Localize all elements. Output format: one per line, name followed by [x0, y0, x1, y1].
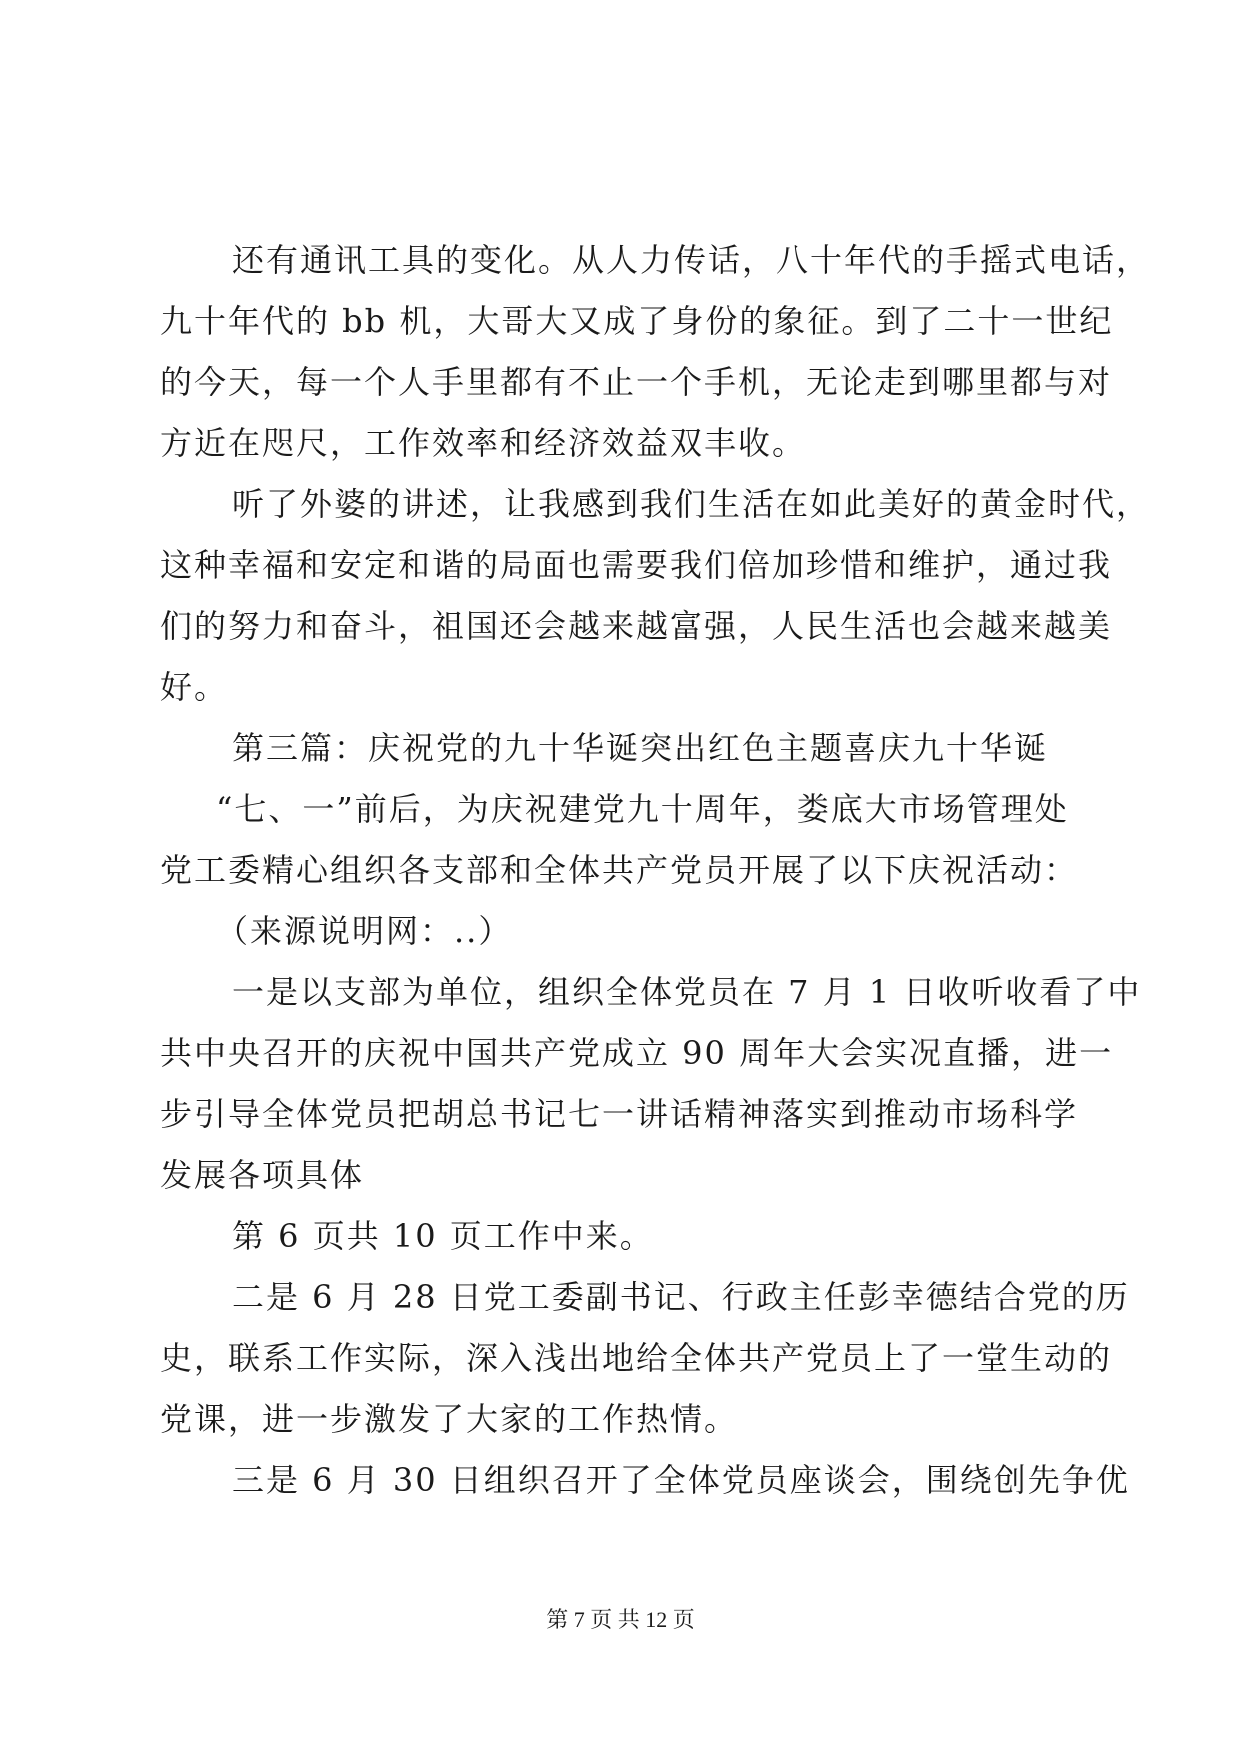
- text-line: 还有通讯工具的变化。从人力传话，八十年代的手摇式电话，: [232, 241, 1151, 279]
- document-body: [160, 230, 1151, 1511]
- text-line: 第 6 页共 10 页工作中来。: [232, 1217, 654, 1255]
- text-line: 三是 6 月 30 日组织召开了全体党员座谈会，围绕创先争优: [232, 1461, 1130, 1499]
- text-line: 一是以支部为单位，组织全体党员在 7 月 1 日收听收看了中: [232, 973, 1142, 1011]
- text-line: 这种幸福和安定和谐的局面也需要我们倍加珍惜和维护，通过我: [160, 546, 1113, 584]
- text-line: 共中央召开的庆祝中国共产党成立 90 周年大会实况直播，进一: [160, 1034, 1114, 1072]
- text-line: 方近在咫尺，工作效率和经济效益双丰收。: [160, 424, 807, 462]
- text-line: 们的努力和奋斗，祖国还会越来越富强，人民生活也会越来越美: [160, 607, 1113, 645]
- text-line: 听了外婆的讲述，让我感到我们生活在如此美好的黄金时代，: [232, 485, 1151, 523]
- section-heading: 第三篇：庆祝党的九十华诞突出红色主题喜庆九十华诞: [232, 729, 1049, 767]
- text-line: 步引导全体党员把胡总书记七一讲话精神落实到推动市场科学: [160, 1095, 1079, 1133]
- page-footer: [0, 1605, 1241, 1635]
- page-number-label: 第 7 页 共 12 页: [546, 1607, 695, 1632]
- text-line: 好。: [160, 668, 229, 706]
- text-line: 党课，进一步激发了大家的工作热情。: [160, 1400, 739, 1438]
- text-line: 党工委精心组织各支部和全体共产党员开展了以下庆祝活动：: [160, 851, 1079, 889]
- source-note: （来源说明网：..）: [216, 912, 513, 950]
- text-line: 二是 6 月 28 日党工委副书记、行政主任彭幸德结合党的历: [232, 1278, 1130, 1316]
- text-line: 的今天，每一个人手里都有不止一个手机，无论走到哪里都与对: [160, 363, 1113, 401]
- text-line: 发展各项具体: [160, 1156, 365, 1194]
- text-line: 九十年代的 bb 机，大哥大又成了身份的象征。到了二十一世纪: [160, 302, 1114, 340]
- text-line: “七、一”前后，为庆祝建党九十周年，娄底大市场管理处: [216, 790, 1069, 828]
- text-line: 史，联系工作实际，深入浅出地给全体共产党员上了一堂生动的: [160, 1339, 1113, 1377]
